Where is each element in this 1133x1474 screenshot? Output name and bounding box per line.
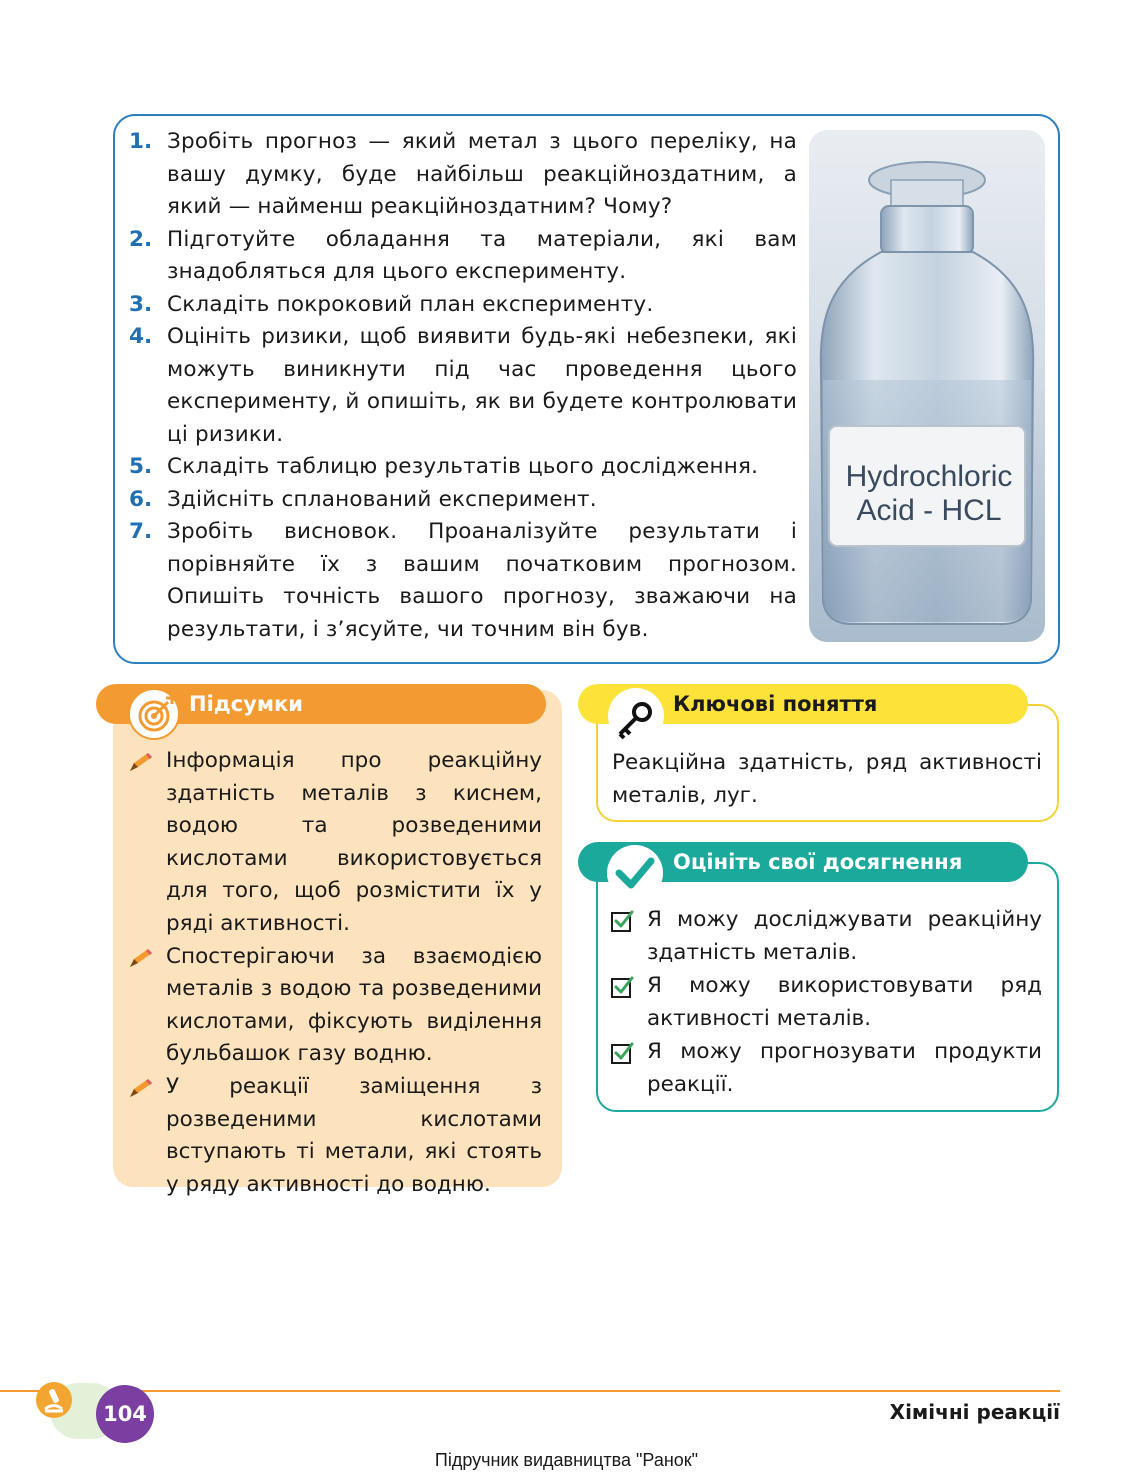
summary-title: Підсумки: [189, 692, 304, 716]
step-text: Здійсніть спланований експеримент.: [167, 486, 597, 512]
publisher-note: Підручник видавництва "Ранок": [434, 1450, 699, 1470]
step-item: [129, 224, 797, 289]
page-number: 104: [96, 1385, 154, 1443]
step-item: [129, 484, 797, 517]
checkbox-checked-icon: [610, 1041, 634, 1065]
summary-item-text: Інформація про реакційну здатність металів з киснем, водою та розведеними кислотами використовується для того, щоб розмістити їх у ряді активності.: [166, 748, 542, 936]
bottle-label: [837, 460, 1021, 528]
checkbox-checked-icon: [610, 909, 634, 933]
step-item: [129, 321, 797, 451]
bottle-label-line1: Hydrochloric: [845, 460, 1013, 493]
bottle-label-line2: Acid - HCL: [856, 494, 1002, 527]
assessment-item-text: Я можу використовувати ряд активності металів.: [647, 973, 1042, 1031]
checkbox-checked-icon: [610, 975, 634, 999]
assessment-item-text: Я можу прогнозувати продукти реакції.: [647, 1039, 1042, 1097]
target-icon: [128, 688, 180, 740]
summary-item: [128, 1071, 542, 1201]
microscope-icon: [36, 1382, 72, 1418]
pencil-icon: [128, 1077, 154, 1099]
summary-item-text: Спостерігаючи за взаємодією металів з водою та розведеними кислотами, фіксують виділення бульбашок газу водню.: [166, 943, 542, 1067]
experiment-steps-box: [113, 114, 1060, 664]
summary-item-text: У реакції заміщення з розведеними кислотами вступають ті метали, які стоять у ряду активності до водню.: [166, 1073, 542, 1197]
key-concepts-text: Реакційна здатність, ряд активності металів, луг.: [612, 750, 1042, 808]
chapter-title: Хімічні реакції: [889, 1400, 1060, 1424]
step-item: [129, 126, 797, 224]
step-number: 3.: [129, 291, 153, 317]
bottle-drawing: [809, 130, 1045, 642]
steps-list: [129, 126, 797, 646]
step-text: Зробіть висновок. Проаналізуйте результати і порівняйте їх з вашим початковим прогнозом. Опишіть точність вашого прогнозу, зважаючи на результати, і з’ясуйте, чи точним він був.: [167, 519, 797, 642]
self-assessment-title: Оцініть свої досягнення: [673, 850, 963, 874]
step-text: Підготуйте обладання та матеріали, які вам знадобляться для цього експерименту.: [167, 226, 797, 284]
self-assessment-list: [610, 903, 1042, 1101]
assessment-item: [610, 1035, 1042, 1101]
assessment-item: [610, 969, 1042, 1035]
step-item: [129, 289, 797, 322]
step-text: Зробіть прогноз — який метал з цього переліку, на вашу думку, буде найбільш реакційноздатним, а який — найменш реакційноздатним? Чому?: [167, 129, 797, 219]
step-text: Складіть покроковий план експерименту.: [167, 291, 654, 317]
key-concepts-title: Ключові поняття: [673, 692, 878, 716]
pencil-icon: [128, 751, 154, 773]
checkmark-icon: [607, 845, 663, 901]
step-number: 7.: [129, 519, 153, 544]
assessment-item: [610, 903, 1042, 969]
step-text: Оцініть ризики, щоб виявити будь-які небезпеки, які можуть виникнути під час проведення цього експерименту, й опишіть, як ви будете контролювати ці ризики.: [167, 324, 797, 447]
assessment-item-text: Я можу досліджувати реакційну здатність металів.: [647, 907, 1042, 965]
step-item: [129, 516, 797, 646]
step-number: 4.: [129, 324, 153, 349]
summary-item: [128, 745, 542, 941]
step-number: 6.: [129, 486, 153, 512]
step-number: 1.: [129, 129, 153, 154]
key-icon: [608, 688, 664, 744]
summary-list: [128, 745, 542, 1201]
step-number: 5.: [129, 454, 153, 479]
step-item: [129, 451, 797, 484]
acid-bottle-photo: [809, 130, 1045, 642]
summary-item: [128, 941, 542, 1071]
step-number: 2.: [129, 226, 153, 252]
footer-divider: [0, 1390, 1060, 1392]
pencil-icon: [128, 947, 154, 969]
step-text: Складіть таблицю результатів цього дослідження.: [167, 454, 759, 479]
